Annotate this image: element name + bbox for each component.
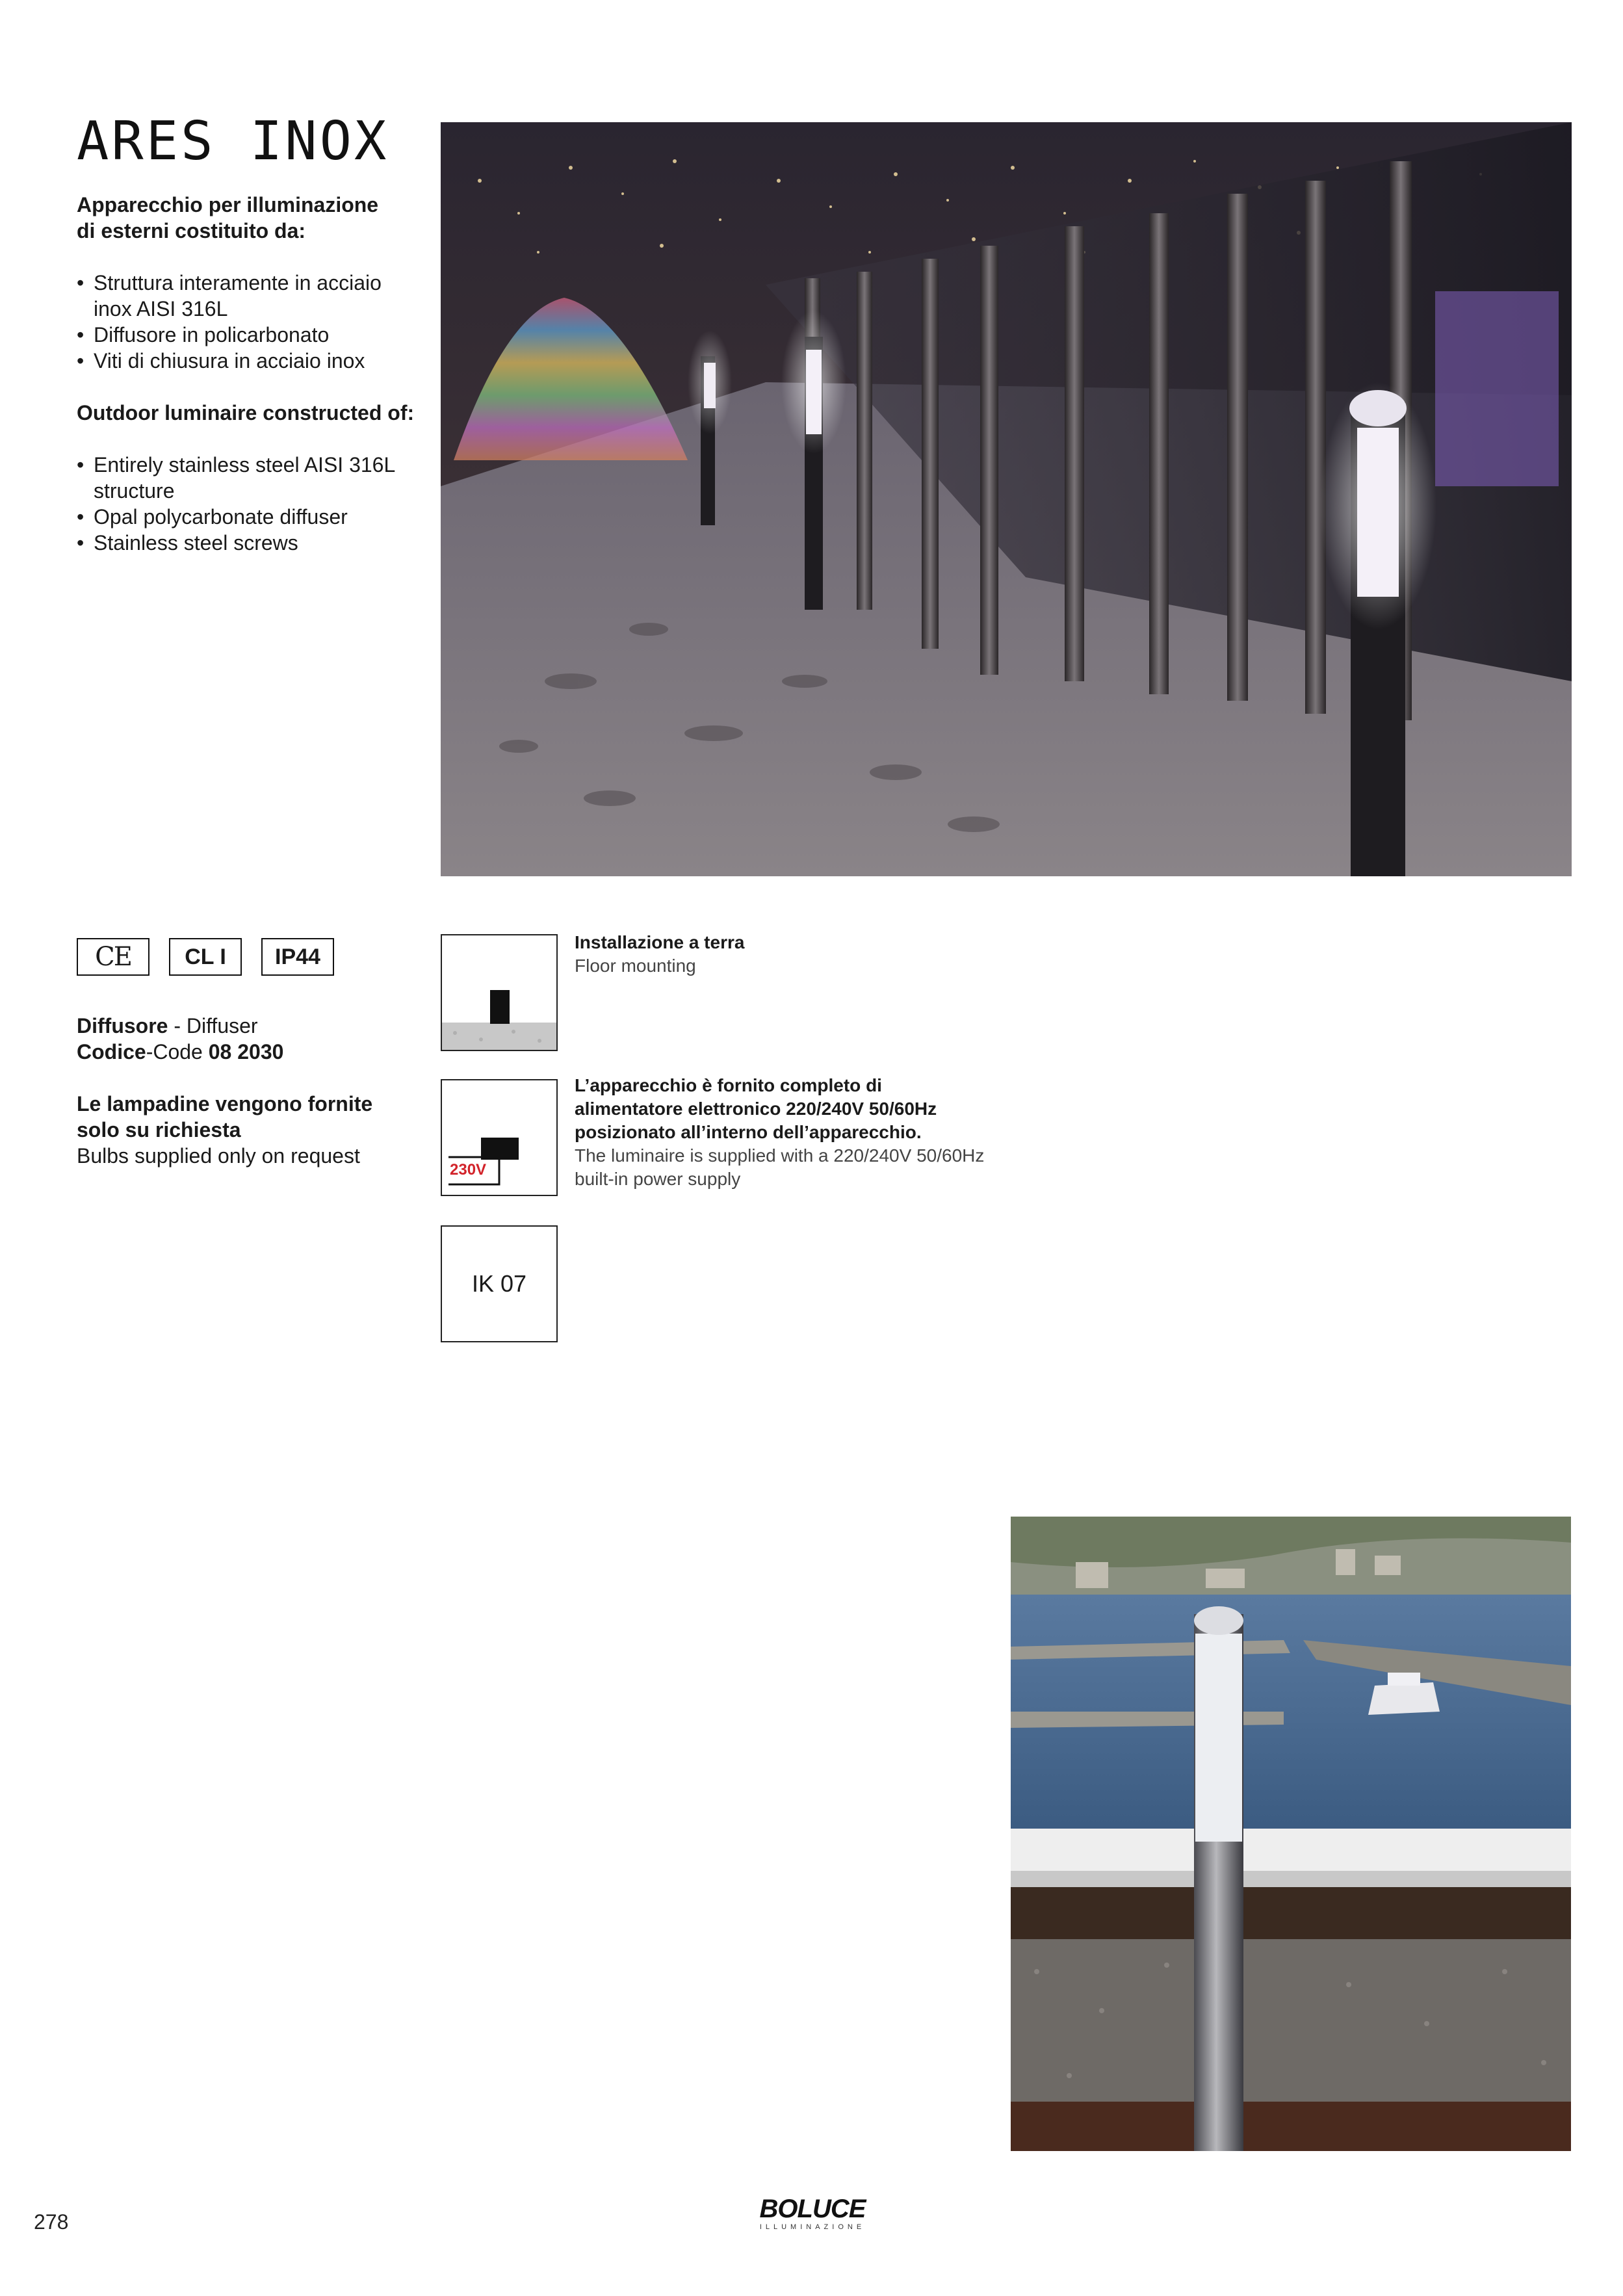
- code-value: 08 2030: [208, 1040, 284, 1063]
- bulbs-notice-line: Le lampadine vengono fornite: [77, 1092, 373, 1115]
- floor-mounting-description: [575, 931, 1069, 978]
- code-line: [77, 1039, 441, 1065]
- power-supply-it-line: L’apparecchio è fornito completo di: [575, 1075, 882, 1095]
- floor-mounting-icon: [442, 935, 556, 1050]
- page-number: 278: [34, 2210, 69, 2234]
- intro-italian: [77, 192, 441, 244]
- class-badge: [169, 938, 242, 976]
- bulbs-notice-it: [77, 1091, 441, 1143]
- harbor-rooftop-illustration: [1011, 1517, 1571, 2151]
- diffuser-line: [77, 1013, 441, 1039]
- power-supply-it-line: alimentatore elettronico 220/240V 50/60Hz: [575, 1099, 937, 1119]
- bulbs-notice-line: solo su richiesta: [77, 1118, 241, 1141]
- intro-italian-line: Apparecchio per illuminazione: [77, 193, 379, 216]
- intro-english: Outdoor luminaire constructed of:: [77, 401, 415, 424]
- brand-wordmark: BOLUCE: [759, 2195, 866, 2223]
- feature-item-continued: inox AISI 316L: [94, 297, 228, 320]
- ip-rating-badge: [261, 938, 334, 976]
- features-english: [77, 452, 441, 556]
- feature-item: • Entirely stainless steel AISI 316L: [77, 452, 441, 478]
- voltage-badge: 230V: [450, 1161, 487, 1179]
- ip-rating-label: IP44: [275, 944, 320, 969]
- diffuser-separator: -: [168, 1014, 187, 1037]
- night-terrace-illustration: [441, 122, 1572, 876]
- impact-rating-label: IK 07: [471, 1270, 527, 1297]
- feature-item: • Opal polycarbonate diffuser: [77, 504, 441, 530]
- intro-italian-line: di esterni costituito da:: [77, 219, 306, 242]
- diffuser-label-it: Diffusore: [77, 1014, 168, 1037]
- product-title: ARES INOX: [77, 111, 389, 172]
- feature-item: • Viti di chiusura in acciaio inox: [77, 348, 441, 374]
- power-supply-it-line: posizionato all’interno dell’apparecchio.: [575, 1122, 922, 1142]
- power-supply-description: [575, 1074, 1069, 1191]
- floor-mounting-it: Installazione a terra: [575, 932, 745, 952]
- ce-mark: CE: [95, 942, 131, 972]
- harbor-rooftop-photo: [1011, 1517, 1571, 2151]
- feature-item: • Diffusore in policarbonato: [77, 322, 441, 348]
- features-italian: [77, 270, 441, 374]
- ce-mark-badge: [77, 938, 149, 976]
- code-label-en: -Code: [146, 1040, 209, 1063]
- code-label-it: Codice: [77, 1040, 146, 1063]
- feature-item: • Struttura interamente in acciaio: [77, 270, 441, 296]
- impact-rating-box: [441, 1225, 558, 1342]
- brand-logo: [747, 2196, 877, 2231]
- floor-mounting-icon-box: [441, 934, 558, 1051]
- power-supply-en-line: built-in power supply: [575, 1169, 741, 1189]
- feature-item: • Stainless steel screws: [77, 530, 441, 556]
- feature-item-continued: structure: [94, 479, 175, 502]
- power-supply-en-line: The luminaire is supplied with a 220/240V 50/60Hz: [575, 1145, 985, 1166]
- floor-mounting-en: Floor mounting: [575, 956, 696, 976]
- power-supply-icon-box: [441, 1079, 558, 1196]
- brand-subtitle: ILLUMINAZIONE: [759, 2223, 866, 2231]
- bulbs-notice-en: Bulbs supplied only on request: [77, 1144, 360, 1168]
- night-terrace-photo: [441, 122, 1572, 876]
- class-label: CL I: [185, 944, 226, 969]
- diffuser-label-en: Diffuser: [186, 1014, 258, 1037]
